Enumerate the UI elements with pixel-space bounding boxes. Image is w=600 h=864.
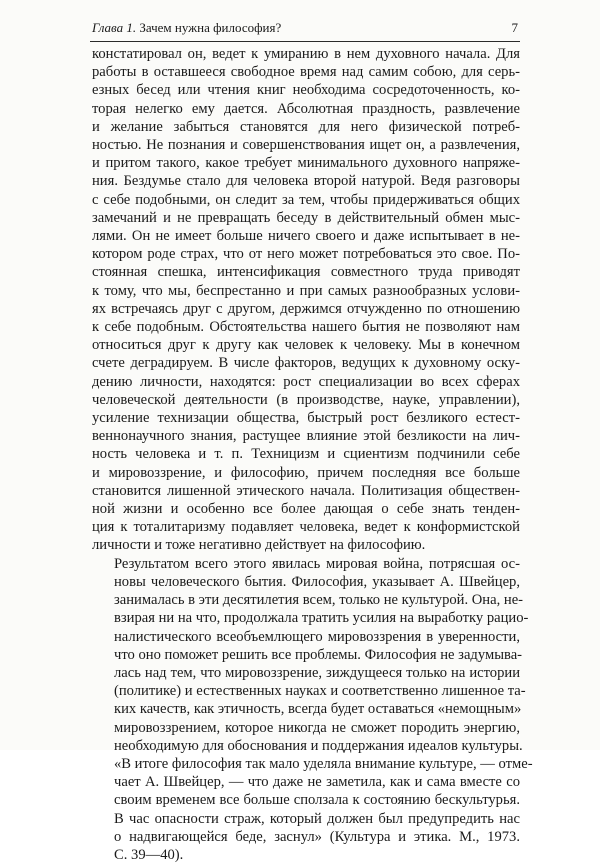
- text-line: налистического всеобъемлющего мировоззрения в уверенности,: [114, 628, 520, 645]
- chapter-title: Зачем нужна философия?: [139, 20, 282, 35]
- text-line: торая нелегко ему дается. Абсолютная праздность, развлечение: [92, 100, 520, 117]
- text-line: своим временем все больше сползала к состоянию бескультурья.: [114, 792, 520, 809]
- text-line: лями. Он не имеет больше ничего своего и даже испытывает в не-: [92, 228, 520, 245]
- text-line: лась над тем, что мировоззрение, зиждущееся только на истории: [114, 664, 520, 681]
- paragraph: [92, 555, 533, 864]
- text-line: ной жизни и особенно все более дающая о себе знать тенден-: [92, 501, 520, 518]
- text-line: замечаний и не превращать беседу в действительный обмен мыс-: [92, 209, 520, 226]
- text-line: и желание забыться становятся для него физической потреб-: [92, 118, 520, 135]
- text-line: занималась в эти десятилетия всем, только не культурой. Она, не-: [114, 592, 524, 609]
- text-line: что оно поможет решить все проблемы. Философия не задумыва-: [114, 646, 523, 663]
- text-line: личности и тоже негативно действует на философию.: [92, 537, 426, 554]
- text-line: езных бесед или чтения книг необходима сосредоточенность, ко-: [92, 82, 520, 99]
- text-line: констатировал он, ведет к умиранию в нем духовного начала. Для: [92, 46, 520, 62]
- text-line: становится лишенной этического начала. Политизация обществен-: [92, 482, 520, 499]
- text-line: В час опасности страж, который должен был предупредить нас: [114, 810, 520, 827]
- text-line: веннонаучного знания, растущее влияние этой безликости на лич-: [92, 428, 520, 445]
- text-line: С. 39—40).: [114, 846, 184, 863]
- text-line: о надвигающейся беде, заснул» (Культура и этика. М., 1973.: [114, 828, 520, 845]
- text-line: ция к тоталитаризму подавляет человека, ведет к конформистской: [92, 519, 520, 536]
- header-rule: [90, 41, 520, 42]
- text-line: работы в оставшееся свободное время над самим собою, для серь-: [92, 64, 520, 81]
- paragraph: [92, 45, 520, 555]
- text-line: человеческой деятельности (в производстве, науке, управлении),: [92, 391, 520, 408]
- text-line: мировоззрением, которое никогда не сможет породить энергию,: [114, 719, 520, 736]
- text-line: с себе подобными, он следит за тем, чтобы придерживаться общих: [92, 191, 520, 208]
- text-line: относиться друг к другу как человек к человеку. Мы в конечном: [92, 337, 520, 354]
- text-line: ях встречаясь друг с другом, держимся отчужденно по отношению: [92, 300, 520, 317]
- text-line: Результатом всего этого явилась мировая война, потрясшая ос-: [114, 555, 520, 572]
- text-line: ких качеств, как этичность, всегда будет оставаться «немощным»: [114, 701, 522, 718]
- text-line: счете деградируем. В числе факторов, ведущих к духовному оску-: [92, 355, 520, 372]
- page-number: 7: [511, 20, 518, 35]
- text-line: ния. Бездумье стало для человека второй натурой. Ведя разговоры: [92, 173, 520, 190]
- text-line: дению личности, находятся: рост специализации во всех сферах: [92, 373, 520, 390]
- text-line: котором роде страх, что от него может потребоваться это свое. По-: [92, 246, 520, 263]
- text-line: чает А. Швейцер, — что даже не заметила, как и сама вместе со: [114, 774, 520, 791]
- text-line: ность человека и т. п. Техницизм и сциентизм подчинили себе: [92, 446, 520, 463]
- text-line: «В итоге философия так мало уделяла внимание культуре, — отме-: [114, 755, 533, 772]
- text-line: необходимую для обоснования и поддержания идеалов культуры.: [114, 737, 523, 754]
- text-line: к себе подобным. Обстоятельства нашего бытия не позволяют нам: [92, 319, 520, 336]
- text-line: стоянная спешка, интенсификация совместного труда приводят: [92, 264, 520, 281]
- text-line: усиление технизации общества, быстрый рост безликого естест-: [92, 410, 520, 427]
- text-line: ностью. Не познания и совершенствования ищет он, а развлечения,: [92, 137, 520, 154]
- text-line: взирая ни на что, продолжала тратить усилия на выработку рацио-: [114, 610, 529, 627]
- text-line: к тому, что мы, беспрестанно и при самых разнообразных услови-: [92, 282, 520, 299]
- text-line: новы человеческого бытия. Философия, указывает А. Швейцер,: [114, 573, 520, 590]
- text-line: и мировоззрение, и философию, причем последняя все больше: [92, 464, 520, 481]
- chapter-label: Глава 1.: [92, 20, 137, 35]
- text-line: (политике) и естественных науках и соответственно лишенное та-: [114, 683, 526, 700]
- text-line: и притом такого, какое требует минимального духовного напряже-: [92, 155, 520, 172]
- running-head: [92, 18, 518, 38]
- body-text: [92, 45, 533, 864]
